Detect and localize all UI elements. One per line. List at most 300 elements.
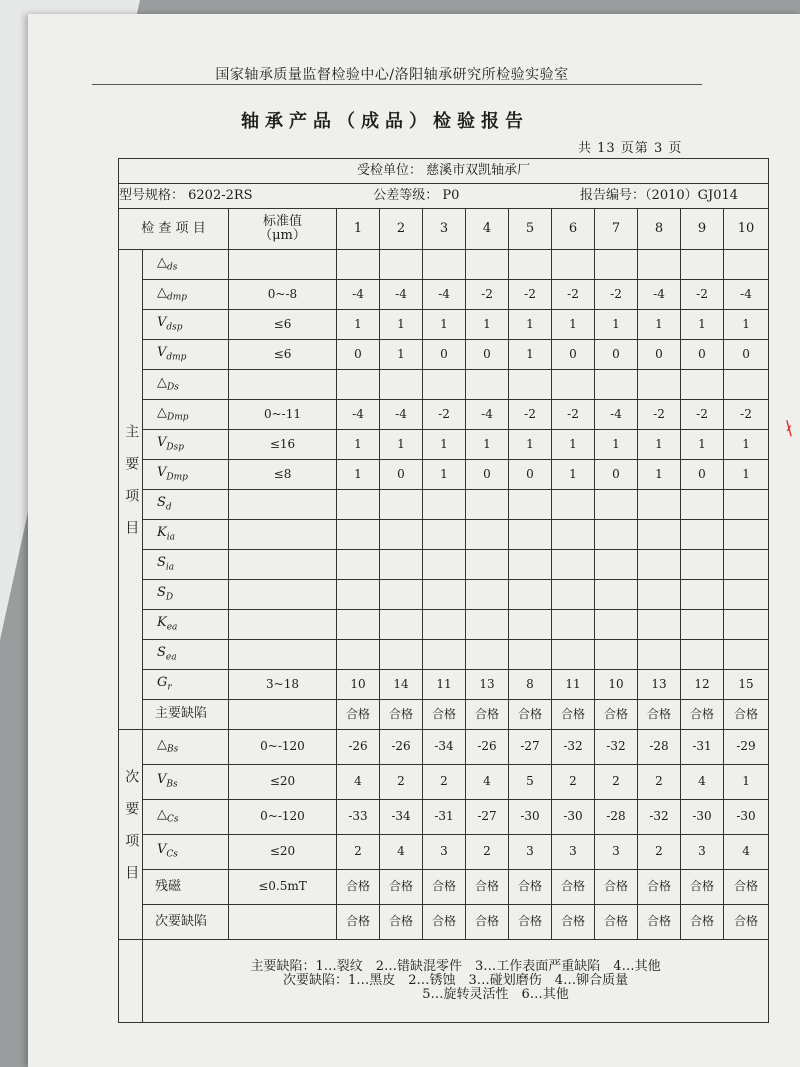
val-Cs-sample-8: -32 [638, 800, 681, 835]
val-dmp-sample-4: 0 [466, 340, 509, 370]
item-VCs: $V_{Cs}$ [143, 835, 229, 870]
val-ea-sample-6 [552, 640, 595, 670]
val-Bs-sample-6: -32 [552, 730, 595, 765]
val-D-sample-1 [337, 580, 380, 610]
magnetism-sample-3: 合格 [423, 870, 466, 905]
val-dsp-sample-4: 1 [466, 310, 509, 340]
col-sample-7: 7 [595, 209, 638, 250]
val-ds-sample-7 [595, 250, 638, 280]
sub-defect-sample-4: 合格 [466, 905, 509, 940]
val-ea-sample-8 [638, 640, 681, 670]
val-D-sample-4 [466, 580, 509, 610]
val-dmp-sample-2: -4 [380, 280, 423, 310]
val-Bs-sample-7: 2 [595, 765, 638, 800]
lab-header: 国家轴承质量监督检验中心/洛阳轴承研究所检验实验室 [215, 67, 569, 83]
std-sub-defect [229, 905, 337, 940]
std-ea [229, 610, 337, 640]
std-ia [229, 520, 337, 550]
val-r-sample-6: 11 [552, 670, 595, 700]
val-dmp-sample-1: -4 [337, 280, 380, 310]
inspection-table [118, 158, 769, 1023]
model-cell [119, 184, 769, 209]
main-defect-sample-10: 合格 [724, 700, 769, 730]
magnetism-sample-1: 合格 [337, 870, 380, 905]
val-Cs-sample-1: 2 [337, 835, 380, 870]
col-sample-9: 9 [681, 209, 724, 250]
val-Bs-sample-9: -31 [681, 730, 724, 765]
val-Dmp-sample-8: 1 [638, 460, 681, 490]
item-Kia: $K_{ia}$ [143, 520, 229, 550]
magnetism-sample-2: 合格 [380, 870, 423, 905]
val-Cs-sample-5: 3 [509, 835, 552, 870]
report-number: 报告编号：（2010）GJ014 [580, 187, 739, 203]
std-Bs: ≤20 [229, 765, 337, 800]
item-Sia: $S_{ia}$ [143, 550, 229, 580]
page-count: 共 13 页第 3 页 [578, 141, 683, 156]
legend-blank [119, 940, 143, 1023]
magnetism-sample-7: 合格 [595, 870, 638, 905]
std-dmp: 0~-8 [229, 280, 337, 310]
val-Dsp-sample-3: 1 [423, 430, 466, 460]
val-ia-sample-2 [380, 520, 423, 550]
col-sample-2: 2 [380, 209, 423, 250]
val-ds-sample-5 [509, 250, 552, 280]
main-defect-sample-9: 合格 [681, 700, 724, 730]
item-VBs: $V_{Bs}$ [143, 765, 229, 800]
val-dsp-sample-6: 1 [552, 310, 595, 340]
val-ia-sample-9 [681, 550, 724, 580]
legend-row [119, 940, 769, 1023]
col-sample-4: 4 [466, 209, 509, 250]
val-ds-sample-6 [552, 250, 595, 280]
val-D-sample-7 [595, 580, 638, 610]
std-Dmp: 0~-11 [229, 400, 337, 430]
val-dmp-sample-3: -4 [423, 280, 466, 310]
std-ea [229, 640, 337, 670]
val-Cs-sample-4: 2 [466, 835, 509, 870]
defect-legend [143, 940, 769, 1023]
val-r-sample-3: 11 [423, 670, 466, 700]
table-row [119, 370, 769, 400]
val-dsp-sample-2: 1 [380, 310, 423, 340]
val-d-sample-6 [552, 490, 595, 520]
val-dmp-sample-6: 0 [552, 340, 595, 370]
val-D-sample-3 [423, 580, 466, 610]
val-ds-sample-4 [466, 250, 509, 280]
val-ea-sample-5 [509, 640, 552, 670]
sub-defect-label: 次要缺陷 [143, 905, 229, 940]
col-sample-8: 8 [638, 209, 681, 250]
val-ea-sample-10 [724, 640, 769, 670]
val-ia-sample-2 [380, 550, 423, 580]
val-Dmp-sample-1: -4 [337, 400, 380, 430]
val-dmp-sample-10: -4 [724, 280, 769, 310]
val-dsp-sample-10: 1 [724, 310, 769, 340]
val-Bs-sample-10: 1 [724, 765, 769, 800]
std-r: 3~18 [229, 670, 337, 700]
val-Bs-sample-8: -28 [638, 730, 681, 765]
val-ea-sample-1 [337, 610, 380, 640]
val-Dsp-sample-9: 1 [681, 430, 724, 460]
header-rule [92, 84, 702, 85]
main-defect-label: 主要缺陷 [143, 700, 229, 730]
table-row [119, 340, 769, 370]
legend-line-3: 5…旋转灵活性 6…其他 [422, 987, 569, 1003]
val-ds-sample-1 [337, 250, 380, 280]
val-dmp-sample-2: 1 [380, 340, 423, 370]
item-Gr: $G_r$ [143, 670, 229, 700]
main-defect-sample-2: 合格 [380, 700, 423, 730]
val-d-sample-2 [380, 490, 423, 520]
val-Dmp-sample-10: 1 [724, 460, 769, 490]
val-Cs-sample-1: -33 [337, 800, 380, 835]
magnetism-sample-5: 合格 [509, 870, 552, 905]
table-row [119, 490, 769, 520]
val-Ds-sample-8 [638, 370, 681, 400]
val-Ds-sample-3 [423, 370, 466, 400]
table-row [119, 250, 769, 280]
val-Bs-sample-9: 4 [681, 765, 724, 800]
std-magnetism: ≤0.5mT [229, 870, 337, 905]
val-Bs-sample-2: 2 [380, 765, 423, 800]
val-r-sample-5: 8 [509, 670, 552, 700]
main-defect-sample-6: 合格 [552, 700, 595, 730]
val-d-sample-1 [337, 490, 380, 520]
val-Cs-sample-10: 4 [724, 835, 769, 870]
val-Cs-sample-3: 3 [423, 835, 466, 870]
val-Ds-sample-5 [509, 370, 552, 400]
val-Ds-sample-1 [337, 370, 380, 400]
val-dmp-sample-6: -2 [552, 280, 595, 310]
main-defect-sample-4: 合格 [466, 700, 509, 730]
model-spec: 型号规格： 6202-2RS [119, 187, 253, 203]
val-d-sample-9 [681, 490, 724, 520]
val-ia-sample-7 [595, 520, 638, 550]
val-Cs-sample-6: -30 [552, 800, 595, 835]
col-item-header: 检 查 项 目 [119, 209, 229, 250]
val-dmp-sample-10: 0 [724, 340, 769, 370]
sub-defect-sample-7: 合格 [595, 905, 638, 940]
legend-line-2: 次要缺陷：1…黑皮 2…锈蚀 3…碰划磨伤 4…铆合质量 [282, 972, 629, 988]
val-ia-sample-7 [595, 550, 638, 580]
val-Dmp-sample-9: 0 [681, 460, 724, 490]
val-ea-sample-5 [509, 610, 552, 640]
col-sample-10: 10 [724, 209, 769, 250]
item-VDsp: $V_{Dsp}$ [143, 430, 229, 460]
val-r-sample-4: 13 [466, 670, 509, 700]
val-Bs-sample-7: -32 [595, 730, 638, 765]
client-cell [119, 159, 769, 184]
val-ds-sample-3 [423, 250, 466, 280]
val-d-sample-10 [724, 490, 769, 520]
val-r-sample-7: 10 [595, 670, 638, 700]
val-Cs-sample-8: 2 [638, 835, 681, 870]
sub-defect-sample-5: 合格 [509, 905, 552, 940]
val-dmp-sample-3: 0 [423, 340, 466, 370]
val-dsp-sample-7: 1 [595, 310, 638, 340]
col-sample-5: 5 [509, 209, 552, 250]
std-Cs: 0~-120 [229, 800, 337, 835]
std-dsp: ≤6 [229, 310, 337, 340]
val-d-sample-4 [466, 490, 509, 520]
val-Bs-sample-4: -26 [466, 730, 509, 765]
val-ia-sample-8 [638, 520, 681, 550]
main-defect-sample-7: 合格 [595, 700, 638, 730]
val-dmp-sample-8: -4 [638, 280, 681, 310]
val-ds-sample-8 [638, 250, 681, 280]
val-ds-sample-9 [681, 250, 724, 280]
val-dmp-sample-5: -2 [509, 280, 552, 310]
val-Dmp-sample-9: -2 [681, 400, 724, 430]
val-Cs-sample-2: -34 [380, 800, 423, 835]
table-row [119, 870, 769, 905]
item-△Dmp: $\triangle_{Dmp}$ [143, 400, 229, 430]
sub-items-label: 次要项目 [119, 730, 143, 940]
std-main-defect [229, 700, 337, 730]
val-ea-sample-6 [552, 610, 595, 640]
val-ia-sample-1 [337, 550, 380, 580]
val-d-sample-5 [509, 490, 552, 520]
std-Cs: ≤20 [229, 835, 337, 870]
item-Vdmp: $V_{dmp}$ [143, 340, 229, 370]
item-Sea: $S_{ea}$ [143, 640, 229, 670]
val-Bs-sample-4: 4 [466, 765, 509, 800]
val-ia-sample-10 [724, 520, 769, 550]
main-defect-sample-5: 合格 [509, 700, 552, 730]
val-Bs-sample-5: -27 [509, 730, 552, 765]
val-Ds-sample-7 [595, 370, 638, 400]
val-dsp-sample-8: 1 [638, 310, 681, 340]
table-row [119, 730, 769, 765]
val-Bs-sample-8: 2 [638, 765, 681, 800]
table-row [119, 580, 769, 610]
val-ia-sample-6 [552, 520, 595, 550]
val-Dmp-sample-8: -2 [638, 400, 681, 430]
val-Cs-sample-6: 3 [552, 835, 595, 870]
val-dmp-sample-5: 1 [509, 340, 552, 370]
val-Bs-sample-10: -29 [724, 730, 769, 765]
val-r-sample-8: 13 [638, 670, 681, 700]
red-pen-mark: ∤ [782, 418, 797, 441]
val-dmp-sample-4: -2 [466, 280, 509, 310]
val-dsp-sample-9: 1 [681, 310, 724, 340]
val-dmp-sample-7: -2 [595, 280, 638, 310]
val-ea-sample-1 [337, 640, 380, 670]
val-Cs-sample-10: -30 [724, 800, 769, 835]
val-Bs-sample-1: 4 [337, 765, 380, 800]
std-Bs: 0~-120 [229, 730, 337, 765]
val-Ds-sample-4 [466, 370, 509, 400]
val-dmp-sample-8: 0 [638, 340, 681, 370]
item-Vdsp: $V_{dsp}$ [143, 310, 229, 340]
val-Dmp-sample-6: -2 [552, 400, 595, 430]
val-ia-sample-8 [638, 550, 681, 580]
val-Dmp-sample-1: 1 [337, 460, 380, 490]
val-ea-sample-3 [423, 640, 466, 670]
val-Dmp-sample-2: 0 [380, 460, 423, 490]
val-ia-sample-3 [423, 520, 466, 550]
val-ds-sample-10 [724, 250, 769, 280]
val-ea-sample-9 [681, 640, 724, 670]
val-Cs-sample-9: 3 [681, 835, 724, 870]
magnetism-label: 残磁 [143, 870, 229, 905]
legend-line-1: 主要缺陷：1…裂纹 2…错缺混零件 3…工作表面严重缺陷 4…其他 [250, 958, 661, 974]
val-Bs-sample-2: -26 [380, 730, 423, 765]
main-defect-sample-8: 合格 [638, 700, 681, 730]
table-row [119, 430, 769, 460]
val-Dmp-sample-3: -2 [423, 400, 466, 430]
std-dmp: ≤6 [229, 340, 337, 370]
val-Cs-sample-7: 3 [595, 835, 638, 870]
val-Cs-sample-7: -28 [595, 800, 638, 835]
val-D-sample-10 [724, 580, 769, 610]
val-Bs-sample-6: 2 [552, 765, 595, 800]
val-ea-sample-4 [466, 610, 509, 640]
item-△Cs: $\triangle_{Cs}$ [143, 800, 229, 835]
table-row [119, 800, 769, 835]
table-row [119, 610, 769, 640]
item-VDmp: $V_{Dmp}$ [143, 460, 229, 490]
val-ea-sample-7 [595, 640, 638, 670]
val-dmp-sample-9: -2 [681, 280, 724, 310]
sub-defect-sample-6: 合格 [552, 905, 595, 940]
val-D-sample-2 [380, 580, 423, 610]
val-D-sample-5 [509, 580, 552, 610]
val-dsp-sample-5: 1 [509, 310, 552, 340]
val-Cs-sample-4: -27 [466, 800, 509, 835]
item-△ds: $\triangle_{ds}$ [143, 250, 229, 280]
item-△dmp: $\triangle_{dmp}$ [143, 280, 229, 310]
col-sample-6: 6 [552, 209, 595, 250]
table-row [119, 905, 769, 940]
val-Dmp-sample-3: 1 [423, 460, 466, 490]
table-row [119, 520, 769, 550]
col-sample-3: 3 [423, 209, 466, 250]
val-Dsp-sample-4: 1 [466, 430, 509, 460]
val-ea-sample-7 [595, 610, 638, 640]
val-r-sample-10: 15 [724, 670, 769, 700]
val-ia-sample-9 [681, 520, 724, 550]
val-Dmp-sample-7: -4 [595, 400, 638, 430]
val-Dmp-sample-5: 0 [509, 460, 552, 490]
val-Ds-sample-6 [552, 370, 595, 400]
val-Cs-sample-5: -30 [509, 800, 552, 835]
val-ea-sample-9 [681, 610, 724, 640]
val-Dmp-sample-6: 1 [552, 460, 595, 490]
val-d-sample-3 [423, 490, 466, 520]
val-ia-sample-4 [466, 520, 509, 550]
val-dmp-sample-9: 0 [681, 340, 724, 370]
sub-defect-sample-10: 合格 [724, 905, 769, 940]
std-ds [229, 250, 337, 280]
val-ia-sample-5 [509, 550, 552, 580]
tolerance-grade: 公差等级： P0 [373, 187, 460, 203]
val-d-sample-7 [595, 490, 638, 520]
sub-defect-sample-9: 合格 [681, 905, 724, 940]
main-defect-sample-1: 合格 [337, 700, 380, 730]
val-ea-sample-2 [380, 640, 423, 670]
table-row [119, 765, 769, 800]
table-row [119, 550, 769, 580]
val-Cs-sample-9: -30 [681, 800, 724, 835]
item-△Ds: $\triangle_{Ds}$ [143, 370, 229, 400]
val-Dsp-sample-7: 1 [595, 430, 638, 460]
val-Ds-sample-2 [380, 370, 423, 400]
sub-defect-sample-1: 合格 [337, 905, 380, 940]
val-d-sample-8 [638, 490, 681, 520]
sub-defect-sample-8: 合格 [638, 905, 681, 940]
val-ea-sample-8 [638, 610, 681, 640]
val-D-sample-8 [638, 580, 681, 610]
table-row [119, 310, 769, 340]
std-ia [229, 550, 337, 580]
std-Dmp: ≤8 [229, 460, 337, 490]
table-row [119, 460, 769, 490]
table-row [119, 640, 769, 670]
std-D [229, 580, 337, 610]
table-row [119, 670, 769, 700]
std-Ds [229, 370, 337, 400]
client-unit: 受检单位： 慈溪市双凯轴承厂 [356, 162, 531, 178]
val-ea-sample-10 [724, 610, 769, 640]
val-D-sample-6 [552, 580, 595, 610]
val-Dsp-sample-2: 1 [380, 430, 423, 460]
val-Dmp-sample-10: -2 [724, 400, 769, 430]
table-row [119, 280, 769, 310]
val-Ds-sample-10 [724, 370, 769, 400]
val-Cs-sample-2: 4 [380, 835, 423, 870]
val-Bs-sample-3: 2 [423, 765, 466, 800]
item-Kea: $K_{ea}$ [143, 610, 229, 640]
sub-defect-sample-2: 合格 [380, 905, 423, 940]
val-D-sample-9 [681, 580, 724, 610]
magnetism-sample-8: 合格 [638, 870, 681, 905]
val-ea-sample-4 [466, 640, 509, 670]
val-ea-sample-2 [380, 610, 423, 640]
val-Ds-sample-9 [681, 370, 724, 400]
val-Dsp-sample-6: 1 [552, 430, 595, 460]
val-ia-sample-6 [552, 550, 595, 580]
val-ia-sample-3 [423, 550, 466, 580]
val-ds-sample-2 [380, 250, 423, 280]
main-items-label: 主要项目 [119, 250, 143, 730]
val-Dsp-sample-10: 1 [724, 430, 769, 460]
val-Cs-sample-3: -31 [423, 800, 466, 835]
val-ea-sample-3 [423, 610, 466, 640]
val-Dmp-sample-2: -4 [380, 400, 423, 430]
val-ia-sample-5 [509, 520, 552, 550]
table-row [119, 400, 769, 430]
val-Dmp-sample-4: -4 [466, 400, 509, 430]
sub-defect-sample-3: 合格 [423, 905, 466, 940]
val-dmp-sample-7: 0 [595, 340, 638, 370]
item-SD: $S_D$ [143, 580, 229, 610]
table-row [119, 700, 769, 730]
val-Bs-sample-1: -26 [337, 730, 380, 765]
val-Bs-sample-5: 5 [509, 765, 552, 800]
magnetism-sample-4: 合格 [466, 870, 509, 905]
val-Dsp-sample-8: 1 [638, 430, 681, 460]
val-r-sample-2: 14 [380, 670, 423, 700]
std-Dsp: ≤16 [229, 430, 337, 460]
val-dsp-sample-3: 1 [423, 310, 466, 340]
val-Dmp-sample-5: -2 [509, 400, 552, 430]
val-Bs-sample-3: -34 [423, 730, 466, 765]
val-ia-sample-1 [337, 520, 380, 550]
std-d [229, 490, 337, 520]
magnetism-sample-10: 合格 [724, 870, 769, 905]
val-Dsp-sample-1: 1 [337, 430, 380, 460]
